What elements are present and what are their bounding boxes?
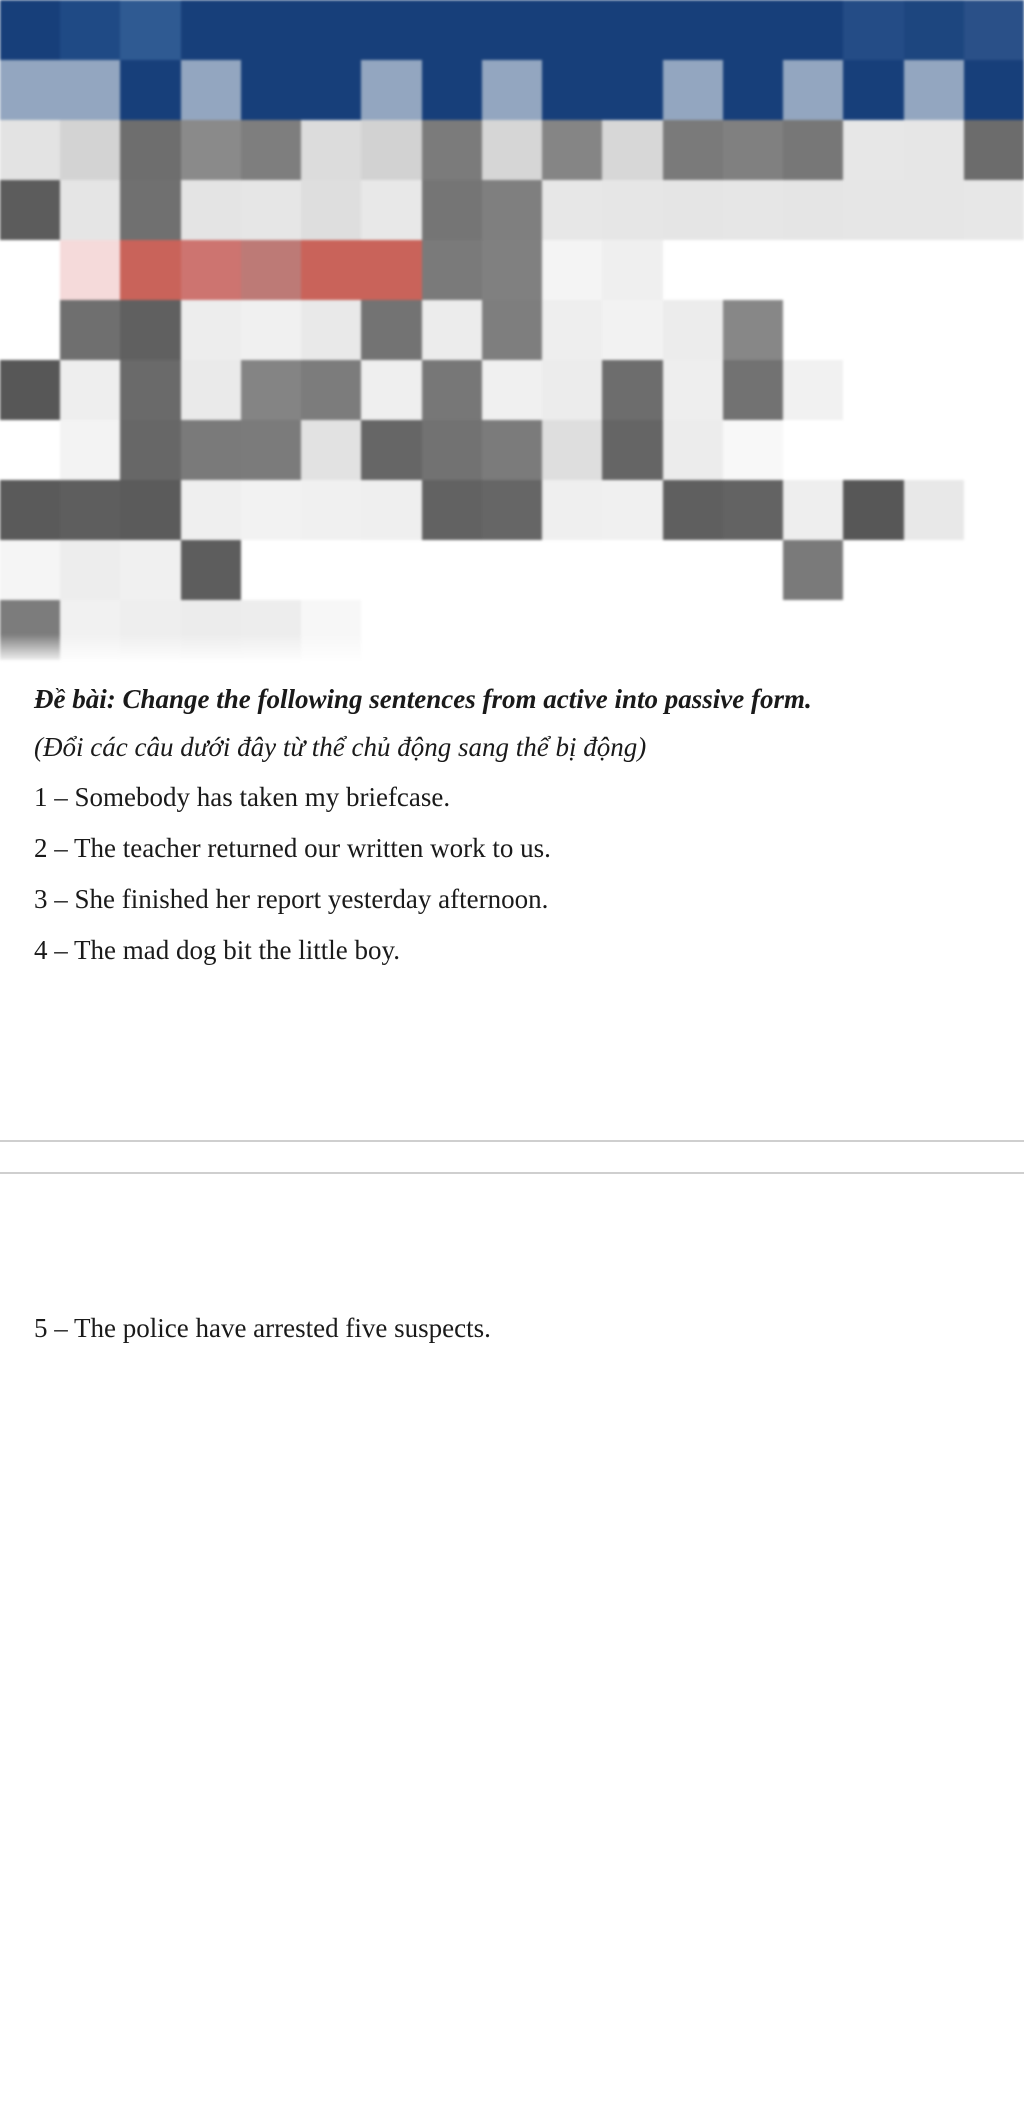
mosaic-tile	[0, 120, 60, 180]
mosaic-tile	[482, 120, 542, 180]
exercise-section-page-2	[34, 1303, 994, 1354]
mosaic-tile	[181, 0, 241, 60]
mosaic-tile	[602, 540, 662, 600]
mosaic-tile	[602, 0, 662, 60]
mosaic-tile	[904, 120, 964, 180]
mosaic-tile	[60, 420, 120, 480]
mosaic-tile	[0, 360, 60, 420]
mosaic-tile	[301, 60, 361, 120]
mosaic-tile	[181, 240, 241, 300]
mosaic-tile	[482, 300, 542, 360]
mosaic-tile	[301, 0, 361, 60]
mosaic-tile	[241, 240, 301, 300]
mosaic-tile	[542, 540, 602, 600]
mosaic-tile	[723, 180, 783, 240]
mosaic-tile	[904, 240, 964, 300]
mosaic-tile	[120, 120, 180, 180]
mosaic-tile	[904, 540, 964, 600]
mosaic-tile	[843, 420, 903, 480]
mosaic-tile	[843, 0, 903, 60]
mosaic-tile	[723, 0, 783, 60]
mosaic-tile	[843, 540, 903, 600]
mosaic-tile	[422, 480, 482, 540]
mosaic-tile	[181, 60, 241, 120]
mosaic-tile	[361, 540, 421, 600]
mosaic-tile	[0, 480, 60, 540]
mosaic-tile	[361, 600, 421, 660]
mosaic-tile	[964, 0, 1024, 60]
mosaic-tile	[843, 60, 903, 120]
mosaic-tile	[181, 360, 241, 420]
mosaic-tile	[422, 60, 482, 120]
mosaic-tile	[60, 180, 120, 240]
mosaic-tile	[422, 180, 482, 240]
mosaic-tile	[482, 540, 542, 600]
mosaic-tile	[964, 180, 1024, 240]
mosaic-tile	[783, 540, 843, 600]
question-3: 3 – She finished her report yesterday afternoon.	[34, 884, 549, 914]
exercise-title: Đề bài: Change the following sentences from active into passive form.	[34, 684, 812, 714]
mosaic-tile	[301, 600, 361, 660]
mosaic-tile	[602, 300, 662, 360]
mosaic-tile	[542, 300, 602, 360]
mosaic-tile	[120, 600, 180, 660]
mosaic-tile	[301, 540, 361, 600]
mosaic-tile	[663, 300, 723, 360]
mosaic-tile	[181, 420, 241, 480]
mosaic-tile	[241, 180, 301, 240]
mosaic-tile	[904, 0, 964, 60]
page-separator	[0, 1140, 1024, 1174]
mosaic-tile	[60, 540, 120, 600]
mosaic-tile	[723, 240, 783, 300]
mosaic-tile	[723, 360, 783, 420]
mosaic-tile	[783, 360, 843, 420]
mosaic-tile	[120, 360, 180, 420]
mosaic-tile	[542, 420, 602, 480]
mosaic-tile	[904, 420, 964, 480]
pixelated-header-image	[0, 0, 1024, 664]
mosaic-tile	[60, 240, 120, 300]
mosaic-tile	[241, 420, 301, 480]
mosaic-tile	[361, 480, 421, 540]
question-4: 4 – The mad dog bit the little boy.	[34, 935, 400, 965]
mosaic-tile	[602, 600, 662, 660]
mosaic-tile	[663, 240, 723, 300]
mosaic-tile	[181, 180, 241, 240]
mosaic-tile	[361, 360, 421, 420]
mosaic-tile	[904, 480, 964, 540]
mosaic-tile	[964, 480, 1024, 540]
mosaic-tile	[964, 240, 1024, 300]
mosaic-tile	[482, 180, 542, 240]
mosaic-tile	[0, 600, 60, 660]
mosaic-tile	[602, 60, 662, 120]
question-5: 5 – The police have arrested five suspects.	[34, 1313, 491, 1343]
mosaic-tile	[422, 0, 482, 60]
mosaic-tile	[602, 240, 662, 300]
mosaic-tile	[964, 540, 1024, 600]
mosaic-tile	[181, 300, 241, 360]
mosaic-tile	[60, 480, 120, 540]
mosaic-tile	[602, 120, 662, 180]
mosaic-tile	[241, 480, 301, 540]
mosaic-tile	[542, 180, 602, 240]
question-1: 1 – Somebody has taken my briefcase.	[34, 782, 451, 812]
mosaic-tile	[904, 180, 964, 240]
mosaic-tile	[120, 420, 180, 480]
mosaic-tile	[783, 0, 843, 60]
mosaic-tile	[60, 0, 120, 60]
mosaic-tile	[663, 60, 723, 120]
mosaic-tile	[361, 0, 421, 60]
mosaic-tile	[422, 300, 482, 360]
mosaic-tile	[843, 240, 903, 300]
mosaic-tile	[0, 300, 60, 360]
mosaic-tile	[361, 420, 421, 480]
mosaic-tile	[663, 360, 723, 420]
mosaic-tile	[120, 480, 180, 540]
mosaic-tile	[663, 600, 723, 660]
mosaic-tile	[964, 420, 1024, 480]
mosaic-tile	[422, 240, 482, 300]
mosaic-tile	[0, 60, 60, 120]
mosaic-tile	[0, 180, 60, 240]
mosaic-tile	[361, 180, 421, 240]
mosaic-tile	[0, 0, 60, 60]
mosaic-tile	[542, 60, 602, 120]
mosaic-tile	[602, 180, 662, 240]
mosaic-tile	[181, 480, 241, 540]
mosaic-tile	[422, 360, 482, 420]
mosaic-tile	[301, 180, 361, 240]
mosaic-tile	[542, 480, 602, 540]
mosaic-tile	[663, 120, 723, 180]
mosaic-tile	[60, 300, 120, 360]
mosaic-tile	[783, 300, 843, 360]
mosaic-tile	[542, 240, 602, 300]
mosaic-tile	[120, 300, 180, 360]
mosaic-tile	[181, 540, 241, 600]
mosaic-tile	[843, 600, 903, 660]
mosaic-tile	[843, 300, 903, 360]
mosaic-tile	[301, 420, 361, 480]
mosaic-tile	[663, 420, 723, 480]
mosaic-tile	[120, 240, 180, 300]
mosaic-tile	[542, 0, 602, 60]
mosaic-tile	[60, 120, 120, 180]
mosaic-tile	[723, 600, 783, 660]
mosaic-tile	[783, 600, 843, 660]
mosaic-tile	[301, 240, 361, 300]
mosaic-tile	[422, 540, 482, 600]
mosaic-tile	[241, 0, 301, 60]
mosaic-tile	[241, 60, 301, 120]
mosaic-tile	[542, 360, 602, 420]
mosaic-tile	[602, 420, 662, 480]
mosaic-tile	[964, 300, 1024, 360]
mosaic-tile	[60, 360, 120, 420]
mosaic-tile	[361, 240, 421, 300]
mosaic-tile	[241, 360, 301, 420]
mosaic-tile	[964, 600, 1024, 660]
mosaic-tile	[663, 480, 723, 540]
mosaic-tile	[241, 120, 301, 180]
mosaic-tile	[181, 120, 241, 180]
mosaic-tile	[361, 120, 421, 180]
mosaic-tile	[843, 360, 903, 420]
mosaic-tile	[964, 60, 1024, 120]
mosaic-tile	[542, 120, 602, 180]
mosaic-tile	[482, 0, 542, 60]
mosaic-tile	[602, 480, 662, 540]
mosaic-tile	[482, 420, 542, 480]
mosaic-tile	[904, 360, 964, 420]
mosaic-tile	[120, 60, 180, 120]
mosaic-tile	[482, 60, 542, 120]
exercise-subtitle: (Đổi các câu dưới đây từ thể chủ động sang thể bị động)	[34, 732, 647, 762]
mosaic-tile	[301, 480, 361, 540]
mosaic-tile	[0, 420, 60, 480]
mosaic-tile	[783, 480, 843, 540]
mosaic-tile	[723, 120, 783, 180]
mosaic-tile	[723, 480, 783, 540]
mosaic-tile	[904, 60, 964, 120]
mosaic-tile	[602, 360, 662, 420]
mosaic-tile	[904, 600, 964, 660]
mosaic-tile	[301, 360, 361, 420]
mosaic-tile	[783, 120, 843, 180]
mosaic-tile	[361, 60, 421, 120]
mosaic-tile	[0, 240, 60, 300]
mosaic-tile	[482, 600, 542, 660]
mosaic-tile	[60, 600, 120, 660]
mosaic-tile	[181, 600, 241, 660]
mosaic-tile	[60, 60, 120, 120]
mosaic-tile	[723, 540, 783, 600]
mosaic-tile	[241, 600, 301, 660]
mosaic-tile	[843, 480, 903, 540]
mosaic-tile	[120, 540, 180, 600]
mosaic-tile	[723, 420, 783, 480]
mosaic-tile	[843, 180, 903, 240]
mosaic-tile	[904, 300, 964, 360]
mosaic-tile	[422, 120, 482, 180]
mosaic-tile	[120, 180, 180, 240]
mosaic-tile	[663, 180, 723, 240]
mosaic-tile	[482, 360, 542, 420]
mosaic-tile	[783, 60, 843, 120]
mosaic-tile	[783, 420, 843, 480]
mosaic-tile	[542, 600, 602, 660]
mosaic-tile	[301, 300, 361, 360]
mosaic-tile	[422, 600, 482, 660]
mosaic-tile	[361, 300, 421, 360]
mosaic-tile	[301, 120, 361, 180]
mosaic-tile	[663, 540, 723, 600]
mosaic-tile	[964, 120, 1024, 180]
mosaic-tile	[422, 420, 482, 480]
mosaic-tile	[241, 540, 301, 600]
mosaic-tile	[0, 540, 60, 600]
mosaic-tile	[663, 0, 723, 60]
mosaic-tile	[783, 180, 843, 240]
mosaic-tile	[482, 480, 542, 540]
mosaic-tile	[783, 240, 843, 300]
mosaic-tile	[964, 360, 1024, 420]
mosaic-tile	[723, 60, 783, 120]
exercise-section	[34, 676, 994, 976]
mosaic-tile	[723, 300, 783, 360]
mosaic-tile	[482, 240, 542, 300]
mosaic-tile	[120, 0, 180, 60]
question-2: 2 – The teacher returned our written work to us.	[34, 833, 551, 863]
mosaic-tile	[843, 120, 903, 180]
mosaic-tile	[241, 300, 301, 360]
